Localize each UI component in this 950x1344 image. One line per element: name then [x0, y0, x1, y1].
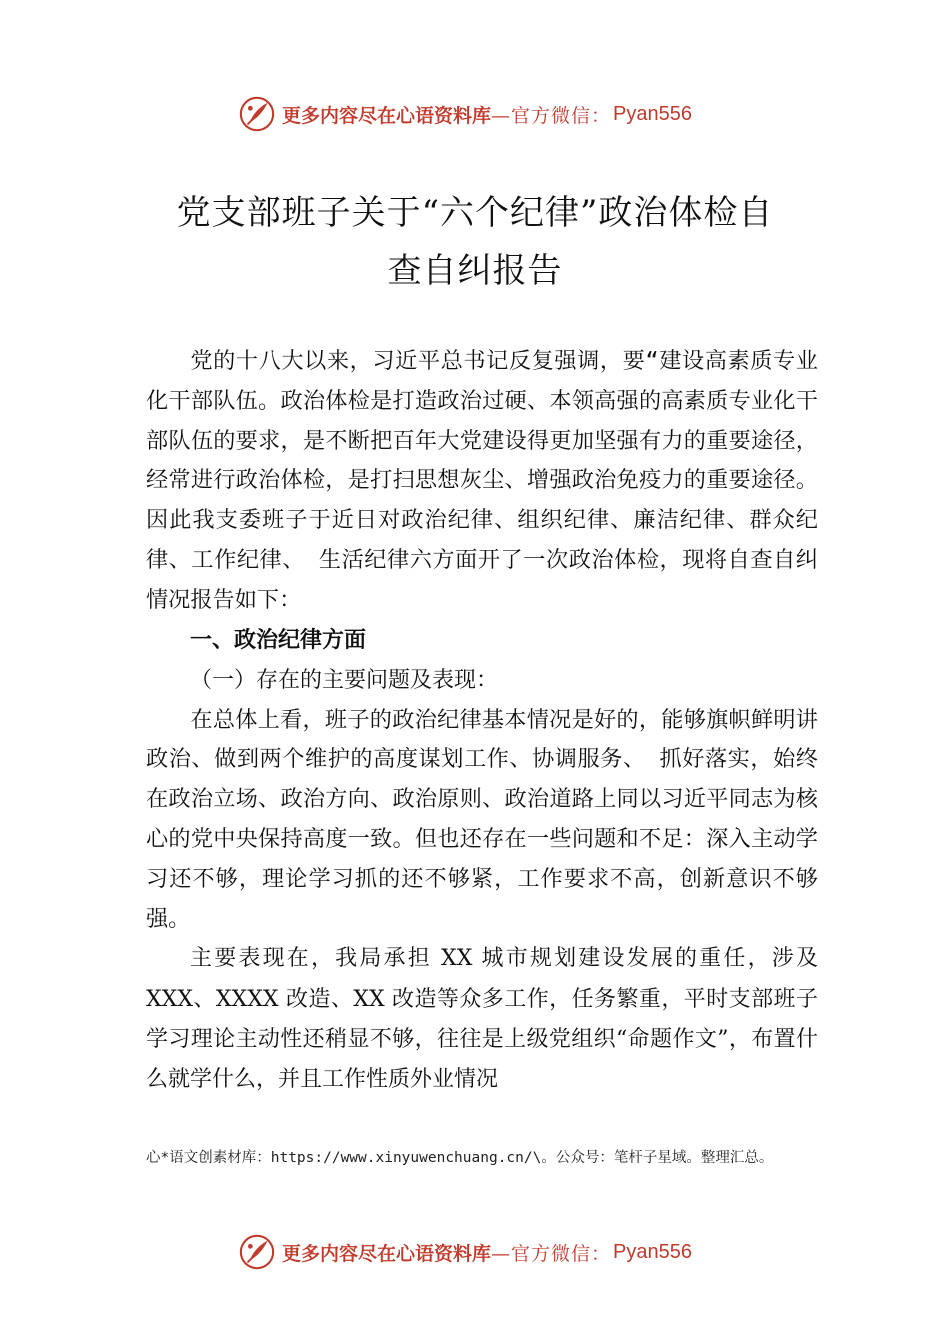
subsection-heading: （一）存在的主要问题及表现： [190, 667, 499, 693]
body-paragraph: 在总体上看，班子的政治纪律基本情况是好的，能够旗帜鲜明讲政治、做到两个维护的高度谋划工作、协调服务、 抓好落实，始终在政治立场、政治方向、政治原则、政治道路上同以习近平同志为核心的党中央保持高度一致。但也还存在一些问题和不足：深入主动学习还不够，理论学习抓的还不够紧，工作要求不高，创新意识不够强。 [146, 706, 818, 932]
intro-paragraph: 党的十八大以来，习近平总书记反复强调，要“建设高素质专业化干部队伍。政治体检是打造政治过硬、本领高强的高素质专业化干部队伍的要求，是不断把百年大党建设得更加坚强有力的重要途径，经常进行政治体检，是打扫思想灰尘、增强政治免疫力的重要途径。因此我支委班子于近日对政治纪律、组织纪律、廉洁纪律、群众纪律、工作纪律、 生活纪律六方面开了一次政治体检，现将自查自纠情况报告如下： [146, 348, 818, 613]
section-heading: 一、政治纪律方面 [190, 627, 367, 653]
footer-source-note: 心*语文创素材库：https://www.xinyuwenchuang.cn/\。公众号：笔杆子星域。整理汇总。 [146, 1150, 774, 1166]
header-banner[interactable] [238, 94, 758, 134]
document-title [120, 184, 830, 300]
title-line-2: 查自纠报告 [387, 251, 563, 291]
banner-main-text: 更多内容尽在心语资料库 [282, 1242, 492, 1265]
document-body [146, 342, 818, 1101]
body-paragraph: 主要表现在，我局承担 XX 城市规划建设发展的重任，涉及 XXX、XXXX 改造、XX 改造等众多工作，任务繁重，平时支部班子学习理论主动性还稍显不够，往往是上级党组织“命题作文”，布置什么就学什么，并且工作性质外业情况 [146, 946, 818, 1093]
footer-banner[interactable] [238, 1232, 758, 1272]
feather-pen-logo-icon [238, 95, 276, 133]
banner-sub-text: —官方微信： [491, 1242, 612, 1265]
banner-wechat-id: Pyan556 [613, 102, 692, 125]
banner-sub-text: —官方微信： [491, 104, 612, 127]
banner-main-text: 更多内容尽在心语资料库 [282, 104, 492, 127]
banner-wechat-id: Pyan556 [613, 1240, 692, 1263]
feather-pen-logo-icon [238, 1233, 276, 1271]
title-line-1: 党支部班子关于“六个纪律”政治体检自 [176, 193, 774, 233]
